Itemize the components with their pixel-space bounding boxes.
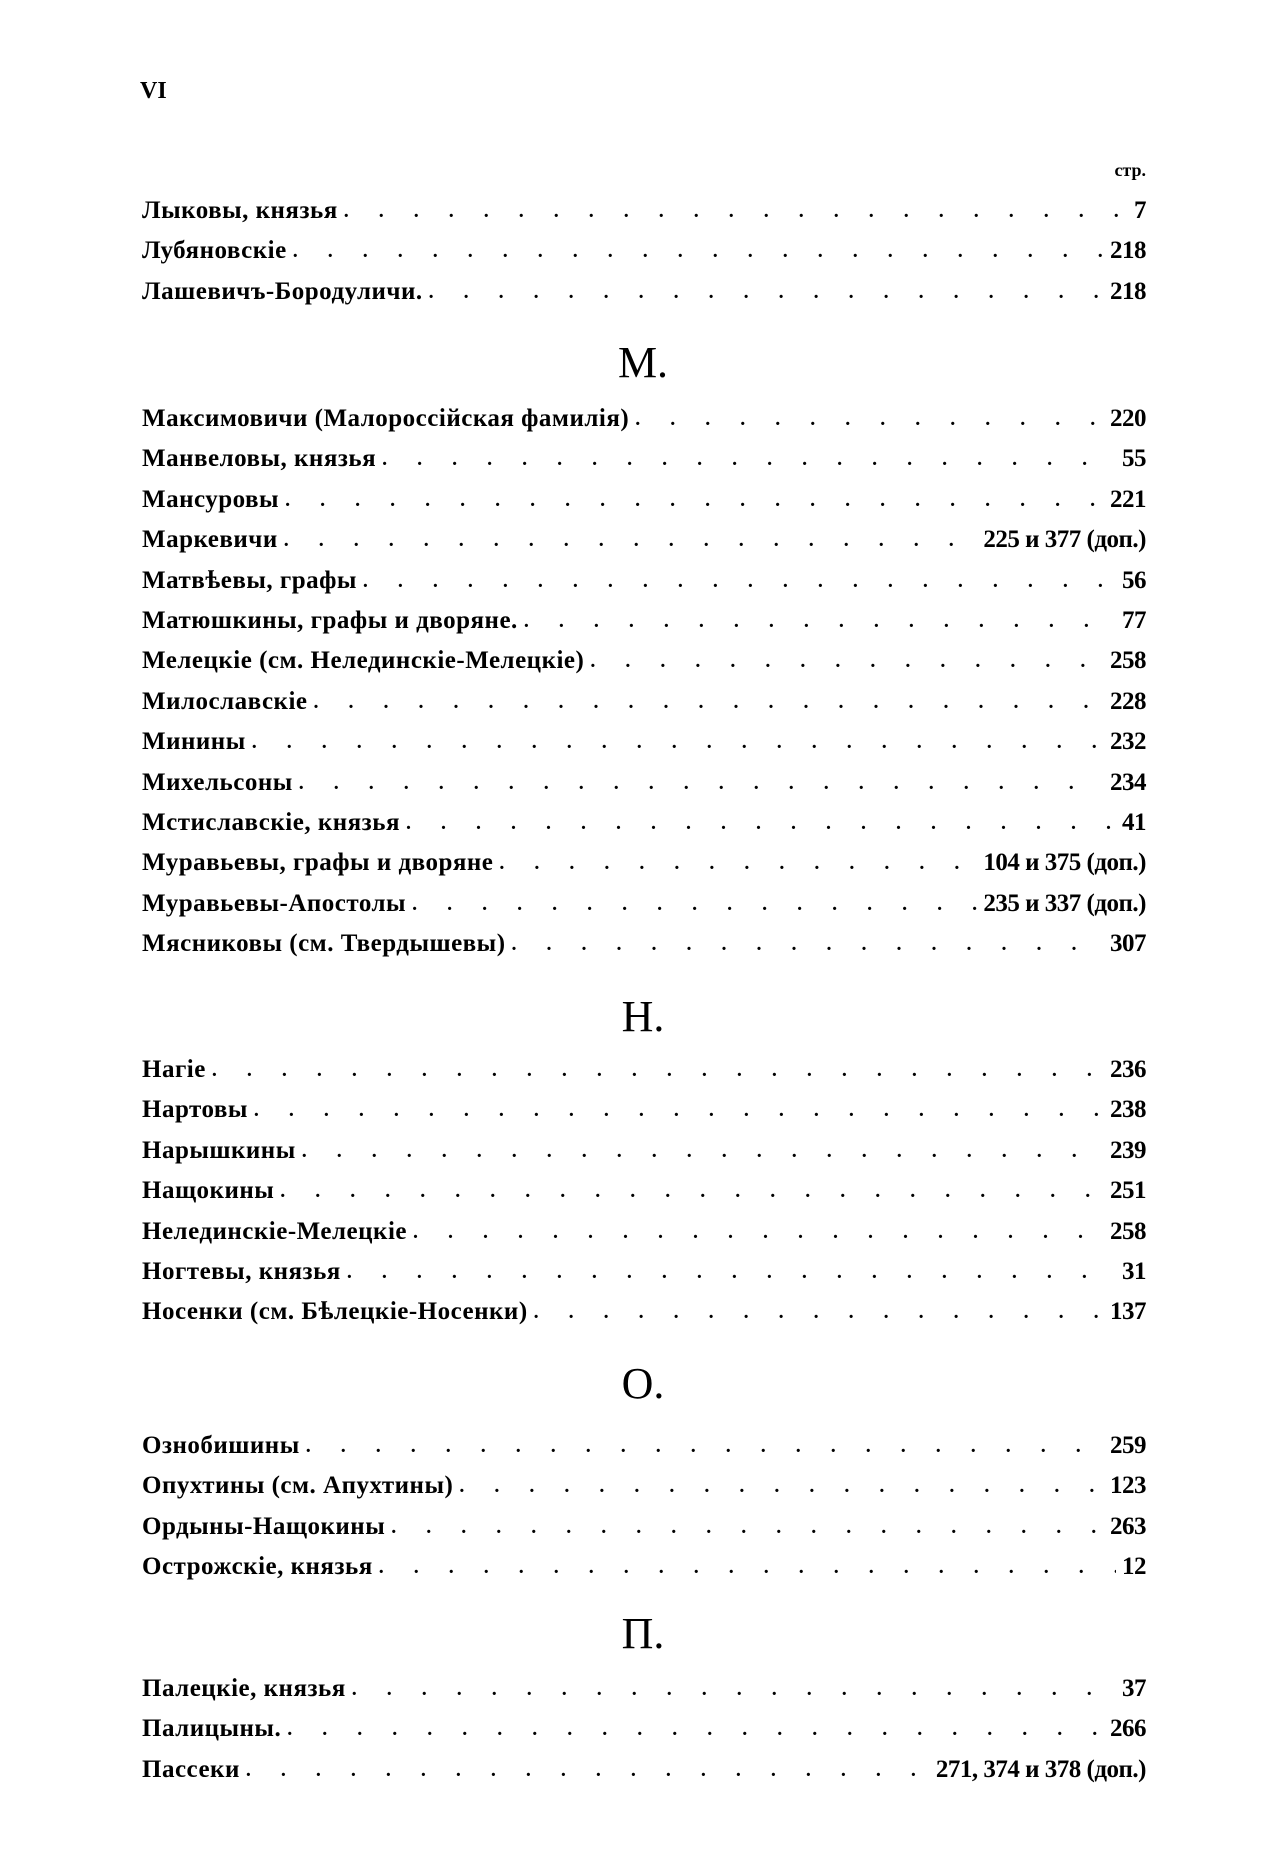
- entry-page: 218: [1110, 237, 1146, 264]
- index-entry: [142, 641, 1146, 681]
- entry-page: 220: [1110, 405, 1146, 432]
- index-entry: [142, 1212, 1146, 1252]
- entry-name: Минины: [142, 728, 246, 755]
- entry-page: 55: [1122, 445, 1146, 472]
- page-number: VI: [140, 78, 167, 104]
- index-entry: [142, 722, 1146, 762]
- dot-leader: [635, 399, 1104, 439]
- index-entry: [142, 1709, 1146, 1749]
- index-entry: [142, 272, 1146, 312]
- index-entry: [142, 1426, 1146, 1466]
- entry-name: Лашевичъ-Бородуличи.: [142, 278, 423, 305]
- entry-name: Нарышкины: [142, 1137, 296, 1164]
- entry-page: 137: [1110, 1298, 1146, 1325]
- index-entry: [142, 1171, 1146, 1211]
- entry-name: Мансуровы: [142, 486, 280, 513]
- index-entry: [142, 1750, 1146, 1790]
- index-entry: [142, 843, 1146, 883]
- dot-leader: [252, 722, 1104, 762]
- entry-name: Нелединскіе-Мелецкіе: [142, 1218, 407, 1245]
- entry-page: 221: [1110, 486, 1146, 513]
- section-heading: М.: [617, 338, 669, 387]
- dot-leader: [382, 439, 1116, 479]
- index-entry: [142, 1090, 1146, 1130]
- index-entry: [142, 1050, 1146, 1090]
- dot-leader: [429, 272, 1104, 312]
- dot-leader: [344, 191, 1128, 231]
- dot-leader: [352, 1669, 1116, 1709]
- entry-page: 41: [1122, 809, 1146, 836]
- dot-leader: [459, 1466, 1104, 1506]
- section-heading: О.: [621, 1359, 665, 1408]
- entry-page: 259: [1110, 1432, 1146, 1459]
- entry-page: 235 и 337 (доп.): [983, 890, 1146, 917]
- page-column-header: стр.: [1114, 160, 1146, 180]
- dot-leader: [299, 763, 1104, 803]
- entry-page: 258: [1110, 1218, 1146, 1245]
- index-entry: [142, 884, 1146, 924]
- dot-leader: [499, 843, 977, 883]
- index-entry: [142, 561, 1146, 601]
- index-entry: [142, 1547, 1146, 1587]
- entry-page: 236: [1110, 1056, 1146, 1083]
- entry-page: 31: [1122, 1258, 1146, 1285]
- entry-page: 12: [1122, 1553, 1146, 1580]
- dot-leader: [287, 1709, 1104, 1749]
- entry-page: 271, 374 и 378 (доп.): [935, 1756, 1146, 1783]
- entry-page: 104 и 375 (доп.): [983, 849, 1146, 876]
- dot-leader: [524, 601, 1116, 641]
- entry-name: Нартовы: [142, 1096, 248, 1123]
- dot-leader: [314, 682, 1105, 722]
- entry-page: 123: [1110, 1472, 1146, 1499]
- entry-name: Мелецкіе (см. Нелединскіе-Мелецкіе): [142, 647, 585, 674]
- entry-page: 37: [1122, 1675, 1146, 1702]
- index-entry: [142, 1507, 1146, 1547]
- entry-name: Опухтины (см. Апухтины): [142, 1472, 454, 1499]
- entry-page: 258: [1110, 647, 1146, 674]
- index-entry: [142, 1292, 1146, 1332]
- entry-page: 266: [1110, 1715, 1146, 1742]
- dot-leader: [590, 641, 1104, 681]
- dot-leader: [285, 480, 1104, 520]
- index-entry: [142, 520, 1146, 560]
- index-entry: [142, 1252, 1146, 1292]
- entry-page: 307: [1110, 930, 1146, 957]
- entry-name: Ордыны-Нащокины: [142, 1513, 386, 1540]
- dot-leader: [254, 1090, 1104, 1130]
- entry-page: 218: [1110, 278, 1146, 305]
- dot-leader: [302, 1131, 1104, 1171]
- entry-name: Ногтевы, князья: [142, 1258, 341, 1285]
- dot-leader: [412, 884, 977, 924]
- dot-leader: [212, 1050, 1104, 1090]
- entry-page: 234: [1110, 769, 1146, 796]
- index-entry: [142, 1669, 1146, 1709]
- entry-name: Милославскіе: [142, 688, 308, 715]
- index-entry: [142, 601, 1146, 641]
- entry-page: 7: [1134, 197, 1146, 224]
- entry-name: Нащокины: [142, 1177, 275, 1204]
- section-heading: Н.: [621, 992, 665, 1041]
- dot-leader: [306, 1426, 1104, 1466]
- dot-leader: [413, 1212, 1104, 1252]
- entry-name: Пассеки: [142, 1756, 240, 1783]
- entry-name: Муравьевы, графы и дворяне: [142, 849, 494, 876]
- entry-page: 232: [1110, 728, 1146, 755]
- dot-leader: [363, 561, 1116, 601]
- entry-page: 56: [1122, 567, 1146, 594]
- entry-name: Матвѣевы, графы: [142, 567, 357, 594]
- index-entry: [142, 191, 1146, 231]
- index-entry: [142, 763, 1146, 803]
- entry-name: Носенки (см. Бѣлецкіе-Носенки): [142, 1298, 528, 1325]
- entry-name: Матюшкины, графы и дворяне.: [142, 607, 518, 634]
- dot-leader: [347, 1252, 1116, 1292]
- index-entry: [142, 682, 1146, 722]
- entry-page: 251: [1110, 1177, 1146, 1204]
- dot-leader: [293, 231, 1104, 271]
- index-entry: [142, 803, 1146, 843]
- entry-name: Острожскіе, князья: [142, 1553, 373, 1580]
- entry-name: Муравьевы-Апостолы: [142, 890, 407, 917]
- dot-leader: [406, 803, 1116, 843]
- index-entry: [142, 439, 1146, 479]
- entry-page: 228: [1110, 688, 1146, 715]
- index-entry: [142, 1131, 1146, 1171]
- dot-leader: [391, 1507, 1104, 1547]
- index-entry: [142, 231, 1146, 271]
- entry-name: Маркевичи: [142, 526, 278, 553]
- entry-name: Нагіе: [142, 1056, 206, 1083]
- entry-name: Мстиславскіе, князья: [142, 809, 400, 836]
- index-entry: [142, 480, 1146, 520]
- entry-name: Ознобишины: [142, 1432, 300, 1459]
- entry-name: Палицыны.: [142, 1715, 282, 1742]
- index-entry: [142, 1466, 1146, 1506]
- entry-page: 263: [1110, 1513, 1146, 1540]
- entry-name: Максимовичи (Малороссійская фамилія): [142, 405, 630, 432]
- dot-leader: [280, 1171, 1104, 1211]
- entry-name: Лубяновскіе: [142, 237, 287, 264]
- dot-leader: [534, 1292, 1104, 1332]
- entry-name: Манвеловы, князья: [142, 445, 377, 472]
- entry-name: Мясниковы (см. Твердышевы): [142, 930, 506, 957]
- index-entry: [142, 399, 1146, 439]
- dot-leader: [379, 1547, 1116, 1587]
- entry-name: Михельсоны: [142, 769, 293, 796]
- entry-page: 238: [1110, 1096, 1146, 1123]
- section-heading: П.: [621, 1609, 665, 1658]
- dot-leader: [284, 520, 978, 560]
- entry-page: 239: [1110, 1137, 1146, 1164]
- index-entry: [142, 924, 1146, 964]
- entry-page: 77: [1122, 607, 1146, 634]
- entry-name: Лыковы, князья: [142, 197, 338, 224]
- dot-leader: [512, 924, 1104, 964]
- entry-page: 225 и 377 (доп.): [983, 526, 1146, 553]
- dot-leader: [246, 1750, 930, 1790]
- entry-name: Палецкіе, князья: [142, 1675, 346, 1702]
